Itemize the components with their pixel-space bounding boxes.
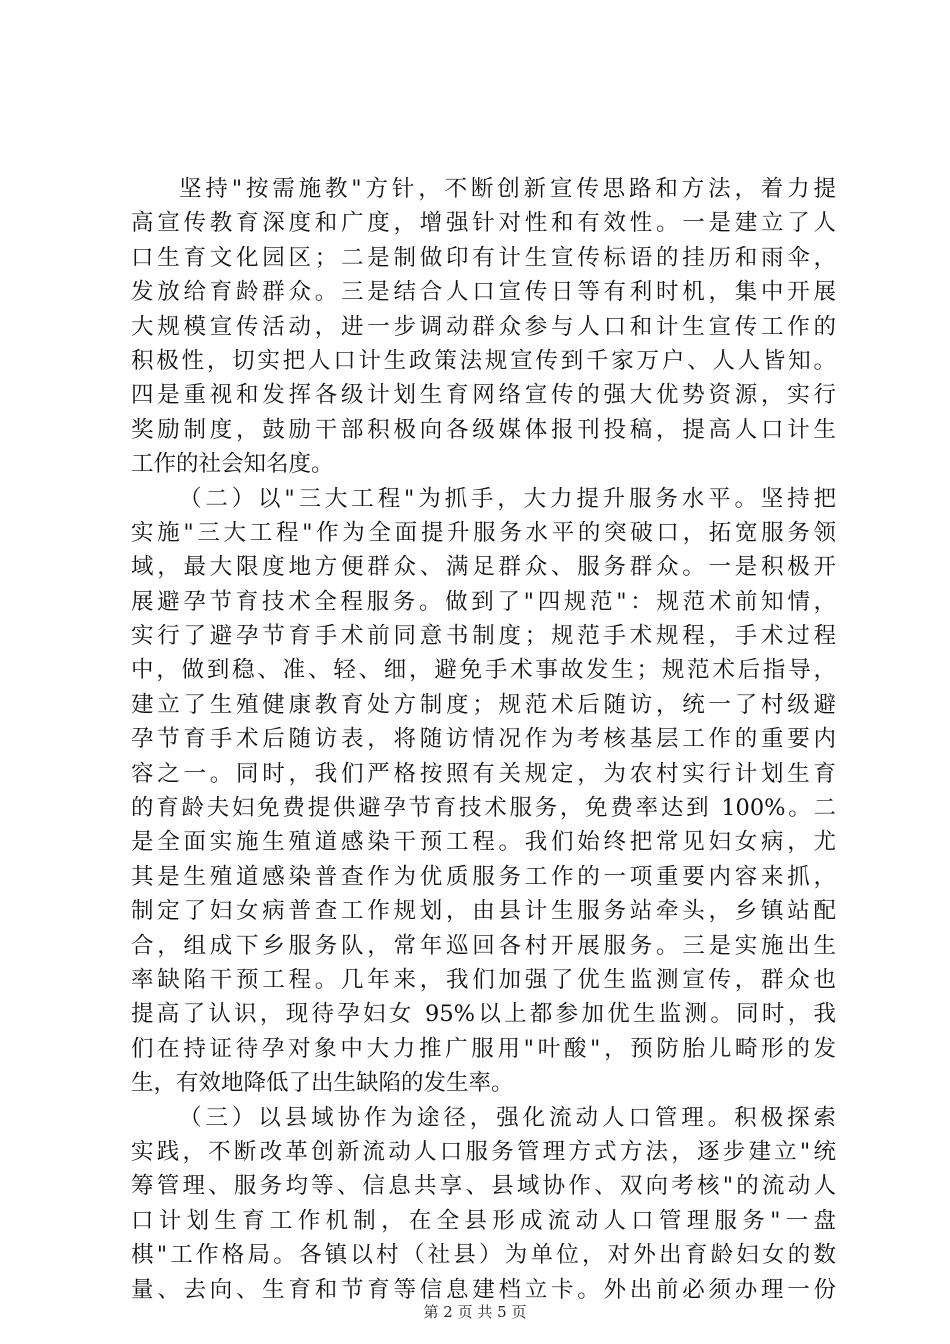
text-line: 实行了避孕节育手术前同意书制度；规范手术规程，手术过程 [131,623,836,650]
text-line: 合，组成下乡服务队，常年巡回各村开展服务。三是实施出生 [131,932,836,959]
text-line: 四是重视和发挥各级计划生育网络宣传的强大优势资源，实行 [131,382,836,409]
text-line: 展避孕节育技术全程服务。做到了"四规范"：规范术前知情， [131,588,836,615]
text-line: 的育龄夫妇免费提供避孕节育技术服务，免费率达到 100%。二 [131,795,836,822]
text-line: 中，做到稳、准、轻、细，避免手术事故发生；规范术后指导， [131,657,836,684]
text-line: 实施"三大工程"作为全面提升服务水平的突破口，拓宽服务领 [131,519,836,546]
text-line: （二）以"三大工程"为抓手，大力提升服务水平。坚持把 [179,485,836,512]
text-line: 坚持"按需施教"方针，不断创新宣传思路和方法，着力提 [179,176,836,202]
text-line: 率缺陷干预工程。几年来，我们加强了优生监测宣传，群众也 [131,966,836,993]
text-line: 高宣传教育深度和广度，增强针对性和有效性。一是建立了人 [131,210,836,237]
text-line: 量、去向、生育和节育等信息建档立卡。外出前必须办理一份 [131,1276,836,1303]
text-line: 们在持证待孕对象中大力推广服用"叶酸"，预防胎儿畸形的发 [131,1035,836,1062]
text-line: 大规模宣传活动，进一步调动群众参与人口和计生宣传工作的 [131,313,836,340]
text-line: 其是生殖道感染普查作为优质服务工作的一项重要内容来抓， [131,863,836,890]
text-line: 筹管理、服务均等、信息共享、县域协作、双向考核"的流动人 [131,1173,836,1200]
text-line: 提高了认识，现待孕妇女 95%以上都参加优生监测。同时，我 [131,1001,836,1028]
text-line: 口计划生育工作机制，在全县形成流动人口管理服务"一盘 [131,1207,836,1234]
text-line: 工作的社会知名度。 [131,451,334,478]
text-line: 口生育文化园区；二是制做印有计生宣传标语的挂历和雨伞， [131,244,836,271]
text-line: 域，最大限度地方便群众、满足群众、服务群众。一是积极开 [131,554,836,581]
document-body [131,172,836,1307]
text-line: 生，有效地降低了出生缺陷的发生率。 [131,1070,514,1097]
text-line: 建立了生殖健康教育处方制度；规范术后随访，统一了村级避 [131,691,836,718]
text-line: 棋"工作格局。各镇以村（社县）为单位，对外出育龄妇女的数 [131,1242,836,1269]
text-line: 发放给育龄群众。三是结合人口宣传日等有利时机，集中开展 [131,279,836,306]
text-line: 制定了妇女病普查工作规划，由县计生服务站牵头，乡镇站配 [131,898,836,925]
text-line: （三）以县域协作为途径，强化流动人口管理。积极探索 [179,1104,836,1131]
text-line: 孕节育手术后随访表，将随访情况作为考核基层工作的重要内 [131,726,836,753]
text-line: 奖励制度，鼓励干部积极向各级媒体报刊投稿，提高人口计生 [131,416,836,443]
text-line: 是全面实施生殖道感染干预工程。我们始终把常见妇女病，尤 [131,829,836,856]
text-line: 积极性，切实把人口计生政策法规宣传到千家万户、人人皆知。 [131,347,836,374]
text-line: 容之一。同时，我们严格按照有关规定，为农村实行计划生育 [131,760,836,787]
page-number-footer: 第 2 页 共 5 页 [423,1303,527,1321]
text-line: 实践，不断改革创新流动人口服务管理方式方法，逐步建立"统 [131,1138,836,1165]
